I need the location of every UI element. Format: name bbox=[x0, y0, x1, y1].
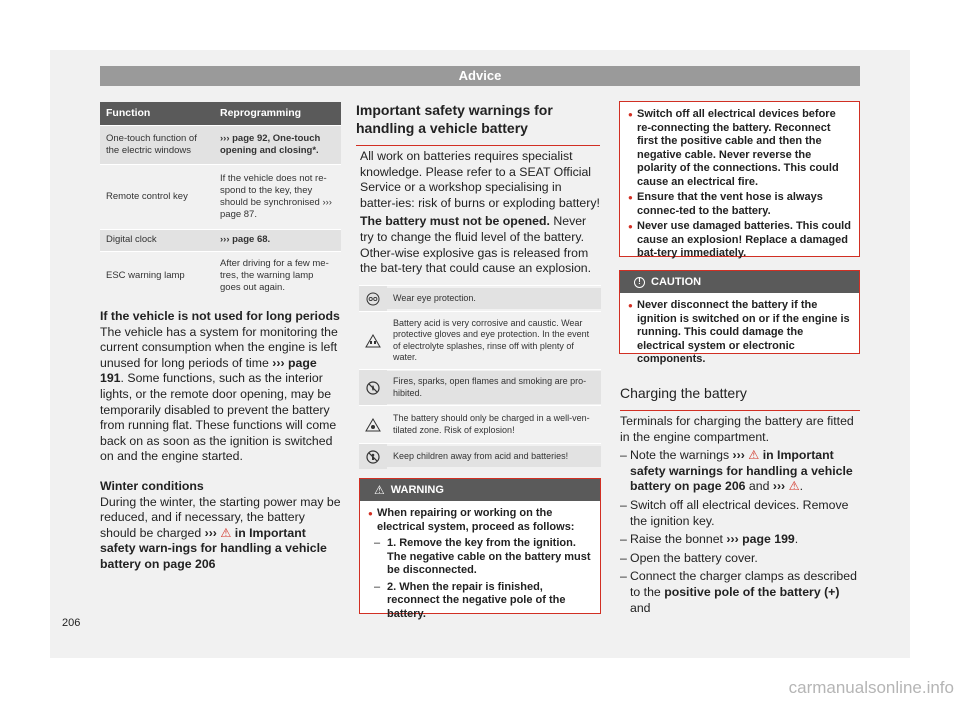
warning-triangle-icon: ⚠ bbox=[788, 479, 800, 494]
page-header: Advice bbox=[100, 66, 860, 86]
warning-bullet: ● Never use damaged batteries. This could cause an explosion! Replace a damaged bat-tery immediately. bbox=[628, 220, 851, 261]
explosive-icon bbox=[359, 406, 387, 443]
caution-bullet: ● Never disconnect the battery if the ignition is switched on or if the engine is running. This could damage the electrical system or electronic components. bbox=[628, 299, 851, 367]
long-periods-text: The vehicle has a system for monitoring the current consumption when the engine is left unused for long periods of time bbox=[100, 324, 338, 370]
list-item bbox=[359, 369, 601, 405]
step-text: Connect the charger clamps as described to the bbox=[630, 569, 857, 599]
table-cell-reprogramming[interactable]: ››› page 68. bbox=[214, 229, 341, 251]
warning-header bbox=[360, 479, 600, 501]
charging-intro: Terminals for charging the battery are fitted in the engine compartment. bbox=[620, 414, 854, 444]
warning-step: – 2. When the repair is finished, reconnect the negative pole of the battery. bbox=[368, 581, 592, 622]
step-text: . bbox=[794, 532, 799, 547]
ref-arrow[interactable]: ››› bbox=[732, 448, 745, 463]
long-periods-heading: If the vehicle is not used for long periods bbox=[100, 309, 340, 323]
list-item bbox=[359, 311, 601, 369]
table-cell-function: Digital clock bbox=[100, 229, 214, 251]
keep-children-away-icon bbox=[359, 444, 387, 469]
step-text: Note the warnings bbox=[630, 448, 733, 463]
long-periods-text-cont: . Some functions, such as the interior lights, or the remote door opening, may be temporarily disabled to prevent the battery from running flat. These functions will come back on as soon as the ignition is switched on and the engine started. bbox=[100, 371, 337, 464]
step-text: . bbox=[799, 479, 804, 494]
list-item: – Open the battery cover. bbox=[620, 551, 860, 567]
page-reference-link[interactable]: ››› page 199 bbox=[726, 532, 795, 547]
list-item bbox=[620, 569, 860, 616]
step-bold-text: positive pole of the battery (+) bbox=[664, 584, 840, 599]
battery-symbols-table bbox=[359, 285, 601, 469]
warning-bullet: ● Ensure that the vent hose is always connec-ted to the battery. bbox=[628, 191, 851, 218]
safety-text bbox=[360, 149, 600, 277]
safety-intro: All work on batteries requires specialist knowledge. Please refer to a SEAT Official Service or a workshop specialising in batter-ies: risk of burns or exploding battery! bbox=[360, 149, 600, 210]
warning-bullet: ● Switch off all electrical devices before re-connecting the battery. Reconnect first the positive cable and then the negative cable. Never reverse the polarity of the connections. This could cause an electrical fire. bbox=[628, 108, 851, 189]
symbol-text: Fires, sparks, open flames and smoking are pro-hibited. bbox=[387, 371, 601, 404]
caution-body bbox=[620, 293, 859, 375]
winter-text: During the winter, the starting power may be reduced, and if necessary, the battery should be charged bbox=[100, 494, 341, 540]
table-row bbox=[100, 229, 341, 251]
page-number: 206 bbox=[62, 617, 81, 629]
list-item bbox=[359, 285, 601, 311]
safety-bold-sentence: The battery must not be opened. bbox=[360, 214, 550, 229]
step-ref-link[interactable]: in Important safety warnings for handling a vehicle battery on page 206 bbox=[630, 448, 853, 494]
no-fire-icon bbox=[359, 370, 387, 405]
eye-protection-icon bbox=[359, 286, 387, 311]
watermark: carmanualsonline.info bbox=[788, 678, 954, 697]
left-column-text bbox=[100, 309, 343, 587]
warning-bullet: ● When repairing or working on the electrical system, proceed as follows: bbox=[368, 507, 592, 534]
symbol-text: The battery should only be charged in a well-ven-tilated zone. Risk of explosion! bbox=[387, 408, 601, 441]
safety-rest: Never try to change the fluid level of the battery. Other-wise explosive gas is released from the bat-tery that could cause an explosion. bbox=[360, 214, 592, 276]
table-cell-reprogramming[interactable]: ››› page 92, One-touch opening and closing*. bbox=[214, 125, 341, 164]
caution-label: CAUTION bbox=[651, 276, 702, 288]
table-cell-reprogramming: If the vehicle does not re-spond to the key, they should be synchronised ››› page 87. bbox=[214, 164, 341, 229]
list-item: – Switch off all electrical devices. Remove the ignition key. bbox=[620, 498, 860, 529]
table-cell-reprogramming: After driving for a few me-tres, the warning lamp goes out again. bbox=[214, 251, 341, 301]
warning-continued-body bbox=[620, 102, 859, 269]
winter-ref-link[interactable]: in Important safety warn-ings for handling a vehicle battery on page 206 bbox=[100, 525, 327, 571]
table-row bbox=[100, 164, 341, 229]
page-reference-link[interactable]: ››› page 191 bbox=[100, 355, 317, 386]
list-item bbox=[359, 405, 601, 443]
ref-arrow-2[interactable]: ››› bbox=[772, 479, 786, 494]
reprogramming-table bbox=[100, 102, 341, 301]
symbol-text: Battery acid is very corrosive and caustic. Wear protective gloves and eye protection. In the event of electrolyte splashes, rinse off with plenty of water. bbox=[387, 313, 601, 369]
info-circle-icon: ! bbox=[634, 277, 645, 288]
list-item bbox=[620, 532, 860, 548]
table-row bbox=[100, 251, 341, 301]
warning-triangle-icon: ⚠ bbox=[748, 448, 760, 463]
step-text: and bbox=[630, 600, 651, 615]
warning-triangle-icon: ⚠ bbox=[220, 525, 232, 540]
warning-triangle-icon: ⚠ bbox=[374, 483, 385, 497]
list-item bbox=[620, 448, 860, 495]
table-cell-function: ESC warning lamp bbox=[100, 251, 214, 301]
symbol-text: Wear eye protection. bbox=[387, 288, 601, 310]
safety-section-title: Important safety warnings for handling a vehicle battery bbox=[356, 101, 600, 146]
winter-paragraph bbox=[100, 495, 343, 573]
warning-box bbox=[359, 478, 601, 620]
corrosive-icon bbox=[359, 312, 387, 369]
table-header-reprogramming: Reprogramming bbox=[214, 102, 341, 125]
warning-step: – 1. Remove the key from the ignition. The negative cable on the battery must be disconnected. bbox=[368, 537, 592, 578]
table-row bbox=[100, 125, 341, 164]
charging-text bbox=[620, 414, 860, 616]
winter-ref-arrow[interactable]: ››› bbox=[204, 525, 217, 540]
warning-body bbox=[360, 501, 600, 627]
symbol-text: Keep children away from acid and batteries! bbox=[387, 446, 601, 468]
long-periods-paragraph bbox=[100, 325, 343, 465]
caution-header bbox=[620, 271, 859, 293]
step-text: Raise the bonnet bbox=[630, 532, 727, 547]
table-cell-function: Remote control key bbox=[100, 164, 214, 229]
step-text: and bbox=[745, 479, 773, 494]
table-header-function: Function bbox=[100, 102, 214, 125]
warning-continued-box bbox=[619, 101, 860, 257]
table-cell-function: One-touch function of the electric windows bbox=[100, 125, 214, 164]
charging-section-title: Charging the battery bbox=[620, 384, 860, 411]
warning-label: WARNING bbox=[390, 484, 444, 496]
winter-heading: Winter conditions bbox=[100, 478, 204, 493]
list-item bbox=[359, 443, 601, 469]
caution-box bbox=[619, 270, 860, 365]
